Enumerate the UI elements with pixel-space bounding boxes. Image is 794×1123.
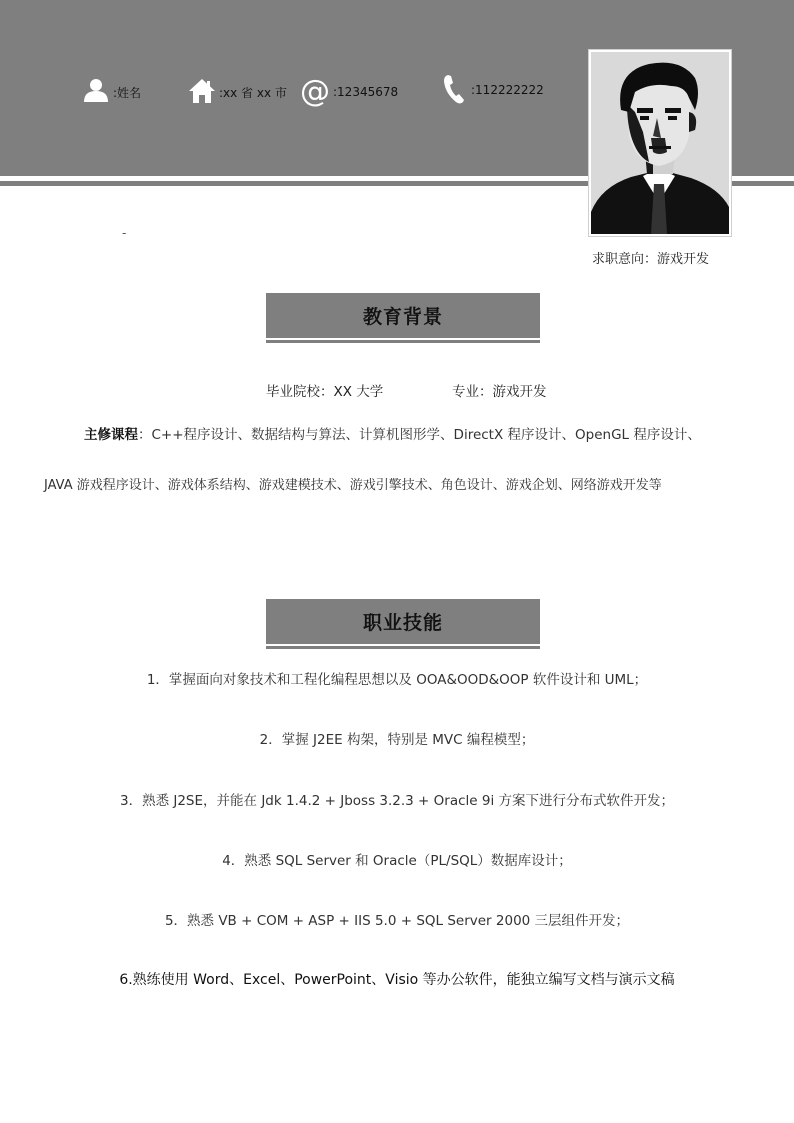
education-section-header [266,293,540,343]
contact-phone-text: :112222222 [471,83,544,97]
skills-section-header [266,599,540,649]
contact-name [82,76,141,108]
job-intent: 求职意向：游戏开发 [592,252,710,267]
contact-name-text: :姓名 [113,85,142,100]
courses-line-2: JAVA 游戏程序设计、游戏体系结构、游戏建模技术、游戏引擎技术、角色设计、游戏企划、网络游戏开发等 [44,478,662,493]
contact-phone [442,74,544,106]
skill-item-2: 2．掌握 J2EE 构架，特别是 MVC 编程模型； [259,732,535,748]
profile-photo [589,50,731,236]
courses-line-1 [84,423,701,443]
courses-label: 主修课程 [84,427,138,443]
home-icon [188,77,216,108]
contact-address [188,76,287,108]
skill-item-6: 6.熟练使用 Word、Excel、PowerPoint、Visio 等办公软件，能独立编写文档与演示文稿 [119,972,675,988]
skills-title: 职业技能 [266,599,540,644]
phone-icon [442,73,468,108]
contact-address-text: :xx 省 xx 市 [219,85,287,100]
contact-email-text: :12345678 [333,85,399,99]
education-title-underline [266,340,540,343]
contact-email [300,76,398,108]
skills-title-underline [266,646,540,649]
stray-mark: - [122,226,127,240]
education-title: 教育背景 [266,293,540,338]
person-icon [82,78,110,107]
skill-item-4: 4．熟悉 SQL Server 和 Oracle（PL/SQL）数据库设计； [222,853,572,869]
courses-text-1: ：C++程序设计、数据结构与算法、计算机图形学、DirectX 程序设计、OpenGL 程序设计、 [138,427,701,443]
portrait-image [591,52,729,234]
skill-item-3: 3．熟悉 J2SE，并能在 Jdk 1.4.2 + Jboss 3.2.3 + Oracle 9i 方案下进行分布式软件开发； [119,793,674,809]
school: 毕业院校：XX 大学 [266,384,384,400]
major: 专业：游戏开发 [452,384,547,400]
at-icon: @ [300,74,330,109]
skill-item-5: 5．熟悉 VB + COM + ASP + IIS 5.0 + SQL Server 2000 三层组件开发； [164,913,630,929]
skill-item-1: 1．掌握面向对象技术和工程化编程思想以及 OOA&OOD&OOP 软件设计和 UML； [146,672,648,688]
